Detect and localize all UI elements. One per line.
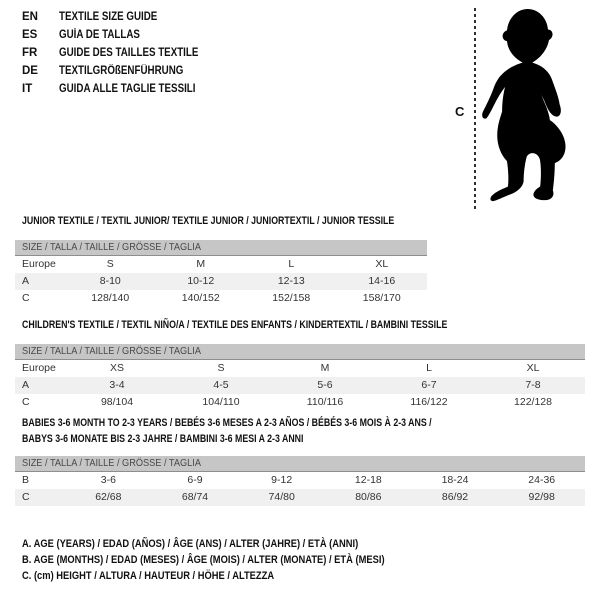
cell-value: 14-16 bbox=[368, 275, 396, 287]
junior-table-title-text: JUNIOR TEXTILE / TEXTIL JUNIOR/ TEXTILE JUNIOR / JUNIORTEXTIL / JUNIOR TESSILE bbox=[22, 215, 395, 227]
cell-value: 74/80 bbox=[268, 491, 295, 503]
cell-value: 24-36 bbox=[528, 474, 556, 486]
cell-value: XL bbox=[526, 362, 540, 374]
table-row-age bbox=[15, 273, 427, 290]
cell-value: 10-12 bbox=[187, 275, 215, 287]
cell-value: 104/110 bbox=[202, 396, 240, 408]
cell-value: 128/140 bbox=[91, 292, 130, 304]
cell-value: 62/68 bbox=[95, 491, 122, 503]
cell-value: M bbox=[320, 362, 330, 374]
footnote-a-text: A. AGE (YEARS) / EDAD (AÑOS) / ÂGE (ANS) / ALTER (JAHRE) / ETÀ (ANNI) bbox=[22, 538, 359, 550]
language-row bbox=[22, 26, 223, 44]
row-label: A bbox=[22, 275, 30, 287]
row-label: Europe bbox=[22, 258, 56, 270]
row-label: A bbox=[22, 379, 30, 391]
cell-value: 3-4 bbox=[109, 379, 125, 391]
cell-value: 110/116 bbox=[306, 396, 344, 408]
cell-value: XS bbox=[109, 362, 124, 374]
table-row-europe bbox=[15, 360, 585, 377]
cell-value: 92/98 bbox=[528, 491, 555, 503]
cell-value: 3-6 bbox=[100, 474, 116, 486]
cell-value: XL bbox=[375, 258, 389, 270]
cell-value: L bbox=[288, 258, 295, 270]
table-row-height bbox=[15, 394, 585, 411]
size-header-text: SIZE / TALLA / TAILLE / GRÖSSE / TAGLIA bbox=[22, 458, 201, 469]
size-header-text: SIZE / TALLA / TAILLE / GRÖSSE / TAGLIA bbox=[22, 242, 201, 253]
height-label-c: C bbox=[455, 104, 465, 119]
cell-value: 6-7 bbox=[421, 379, 437, 391]
cell-value: 80/86 bbox=[355, 491, 382, 503]
size-header-band bbox=[15, 344, 585, 360]
language-row bbox=[22, 44, 223, 62]
cell-value: 6-9 bbox=[187, 474, 203, 486]
baby-silhouette-image bbox=[479, 7, 575, 207]
footnote-a bbox=[22, 536, 449, 552]
table-row-europe bbox=[15, 256, 427, 273]
cell-value: 152/158 bbox=[272, 292, 311, 304]
language-label: GUÍA DE TALLAS bbox=[59, 29, 140, 41]
table-row-age bbox=[15, 377, 585, 394]
footnotes bbox=[22, 536, 449, 584]
row-label: B bbox=[22, 474, 30, 486]
cell-value: 8-10 bbox=[99, 275, 121, 287]
size-header-band bbox=[15, 240, 427, 256]
table-row-height bbox=[15, 489, 585, 506]
babies-size-table bbox=[15, 456, 585, 506]
footnote-c bbox=[22, 568, 449, 584]
cell-value: 7-8 bbox=[525, 379, 541, 391]
cell-value: 98/104 bbox=[100, 396, 134, 408]
language-row bbox=[22, 62, 223, 80]
language-label: GUIDE DES TAILLES TEXTILE bbox=[59, 47, 199, 59]
language-code: DE bbox=[22, 65, 38, 77]
row-label: C bbox=[22, 292, 30, 304]
row-label: C bbox=[22, 491, 30, 503]
cell-value: 140/152 bbox=[181, 292, 220, 304]
cell-value: 4-5 bbox=[213, 379, 229, 391]
babies-table-title-line2: BABYS 3-6 MONATE BIS 2-3 JAHRE / BAMBINI 3-6 MESI A 2-3 ANNI bbox=[22, 433, 304, 445]
cell-value: 86/92 bbox=[441, 491, 469, 503]
height-dashed-line bbox=[474, 8, 476, 211]
cell-value: S bbox=[106, 258, 114, 270]
junior-table-title bbox=[22, 213, 487, 229]
junior-size-table bbox=[15, 240, 427, 307]
language-code: IT bbox=[22, 83, 33, 95]
language-row bbox=[22, 8, 223, 26]
babies-table-title-line1: BABIES 3-6 MONTH TO 2-3 YEARS / BEBÉS 3-6 MESES A 2-3 AÑOS / BÉBÉS 3-6 MOIS À 2-3 ANS / bbox=[22, 417, 432, 429]
cell-value: 158/170 bbox=[362, 292, 401, 304]
cell-value: S bbox=[217, 362, 225, 374]
size-header-text: SIZE / TALLA / TAILLE / GRÖSSE / TAGLIA bbox=[22, 346, 201, 357]
row-label: Europe bbox=[22, 362, 56, 374]
footnote-c-text: C. (cm) HEIGHT / ALTURA / HAUTEUR / HÖHE / ALTEZZA bbox=[22, 570, 275, 582]
babies-table-title bbox=[22, 415, 534, 447]
childrens-table-title-text: CHILDREN'S TEXTILE / TEXTIL NIÑO/A / TEXTILE DES ENFANTS / KINDERTEXTIL / BAMBINI TESSILE bbox=[22, 319, 448, 331]
cell-value: 68/74 bbox=[181, 491, 209, 503]
table-row-height bbox=[15, 290, 427, 307]
language-label: TEXTILGRÖßENFÜHRUNG bbox=[59, 65, 184, 77]
footnote-b bbox=[22, 552, 449, 568]
language-code: ES bbox=[22, 29, 38, 41]
childrens-table-title bbox=[22, 317, 554, 333]
cell-value: 12-13 bbox=[277, 275, 305, 287]
cell-value: 5-6 bbox=[317, 379, 333, 391]
cell-value: L bbox=[426, 362, 432, 374]
language-guide bbox=[22, 8, 223, 98]
row-label: C bbox=[22, 396, 30, 408]
language-code: FR bbox=[22, 47, 38, 59]
footnote-b-text: B. AGE (MONTHS) / EDAD (MESES) / ÂGE (MOIS) / ALTER (MONATE) / ETÀ (MESI) bbox=[22, 554, 385, 566]
language-label: TEXTILE SIZE GUIDE bbox=[59, 11, 158, 23]
size-header-band bbox=[15, 456, 585, 472]
table-row-months bbox=[15, 472, 585, 489]
language-label: GUIDA ALLE TAGLIE TESSILI bbox=[59, 83, 196, 95]
cell-value: 9-12 bbox=[271, 474, 293, 486]
childrens-size-table bbox=[15, 344, 585, 411]
language-row bbox=[22, 80, 223, 98]
cell-value: 12-18 bbox=[354, 474, 382, 486]
cell-value: 18-24 bbox=[441, 474, 469, 486]
cell-value: 122/128 bbox=[514, 396, 552, 408]
language-code: EN bbox=[22, 11, 38, 23]
cell-value: 116/122 bbox=[410, 396, 448, 408]
cell-value: M bbox=[196, 258, 206, 270]
